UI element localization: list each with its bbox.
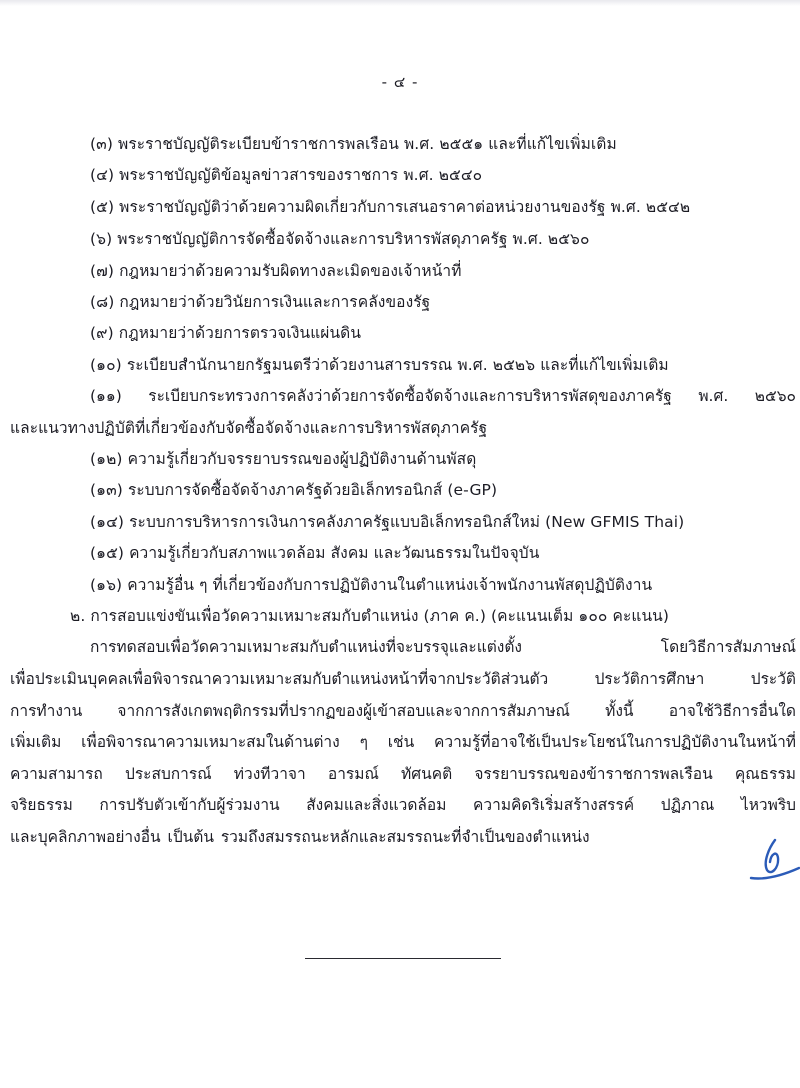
paragraph-line-4: เพิ่มเติม เพื่อพิจารณาความเหมาะสมในด้านต่าง ๆ เช่น ความรู้ที่อาจใช้เป็นประโยชน์ในการปฏิบัติงานในหน้าที่ (10, 733, 796, 751)
paragraph-line-7: และบุคลิกภาพอย่างอื่น เป็นต้น รวมถึงสมรรถนะหลักและสมรรถนะที่จำเป็นของตำแหน่ง (10, 828, 590, 846)
list-item-4: (๔) พระราชบัญญัติข้อมูลข่าวสารของราชการ พ.ศ. ๒๕๔๐ (90, 166, 483, 184)
list-item-7: (๗) กฎหมายว่าด้วยความรับผิดทางละเมิดของเจ้าหน้าที่ (90, 262, 462, 280)
list-item-12: (๑๒) ความรู้เกี่ยวกับจรรยาบรรณของผู้ปฏิบัติงานด้านพัสดุ (90, 450, 477, 468)
list-item-16: (๑๖) ความรู้อื่น ๆ ที่เกี่ยวข้องกับการปฏิบัติงานในตำแหน่งเจ้าพนักงานพัสดุปฏิบัติงาน (90, 576, 653, 594)
list-item-11-line-1: (๑๑) ระเบียบกระทรวงการคลังว่าด้วยการจัดซื้อจัดจ้างและการบริหารพัสดุของภาครัฐ พ.ศ. ๒๕๖๐ (90, 387, 796, 405)
list-item-14: (๑๔) ระบบการบริหารการเงินการคลังภาครัฐแบบอิเล็กทรอนิกส์ใหม่ (New GFMIS Thai) (90, 513, 685, 531)
footer-rule (305, 958, 501, 959)
list-item-11-line-2: และแนวทางปฏิบัติที่เกี่ยวข้องกับจัดซื้อจัดจ้างและการบริหารพัสดุภาครัฐ (10, 419, 488, 437)
list-item-6: (๖) พระราชบัญญัติการจัดซื้อจัดจ้างและการบริหารพัสดุภาครัฐ พ.ศ. ๒๕๖๐ (90, 230, 590, 248)
page-number: - ๔ - (381, 73, 419, 91)
paragraph-line-6: จริยธรรม การปรับตัวเข้ากับผู้ร่วมงาน สังคมและสิ่งแวดล้อม ความคิดริเริ่มสร้างสรรค์ ปฏิภาณ ไหวพริบ (10, 796, 796, 814)
list-item-10: (๑๐) ระเบียบสำนักนายกรัฐมนตรีว่าด้วยงานสารบรรณ พ.ศ. ๒๕๒๖ และที่แก้ไขเพิ่มเติม (90, 356, 669, 374)
list-item-15: (๑๕) ความรู้เกี่ยวกับสภาพแวดล้อม สังคม และวัฒนธรรมในปัจจุบัน (90, 544, 540, 562)
list-item-5: (๕) พระราชบัญญัติว่าด้วยความผิดเกี่ยวกับการเสนอราคาต่อหน่วยงานของรัฐ พ.ศ. ๒๕๔๒ (90, 198, 691, 216)
paragraph-line-1: การทดสอบเพื่อวัดความเหมาะสมกับตำแหน่งที่จะบรรจุและแต่งตั้ง โดยวิธีการสัมภาษณ์ (90, 638, 796, 656)
list-item-9: (๙) กฎหมายว่าด้วยการตรวจเงินแผ่นดิน (90, 324, 362, 342)
paragraph-line-5: ความสามารถ ประสบการณ์ ท่วงทีวาจา อารมณ์ ทัศนคติ จรรยาบรรณของข้าราชการพลเรือน คุณธรรม (10, 765, 796, 783)
scan-edge-shadow (0, 0, 800, 6)
paragraph-line-2: เพื่อประเมินบุคคลเพื่อพิจารณาความเหมาะสมกับตำแหน่งหน้าที่จากประวัติส่วนตัว ประวัติการศึกษา ประวัติ (10, 670, 796, 688)
list-item-3: (๓) พระราชบัญญัติระเบียบข้าราชการพลเรือน พ.ศ. ๒๕๕๑ และที่แก้ไขเพิ่มเติม (90, 135, 617, 153)
paragraph-line-3: การทำงาน จากการสังเกตพฤติกรรมที่ปรากฏของผู้เข้าสอบและจากการสัมภาษณ์ ทั้งนี้ อาจใช้วิธีการอื่นใด (10, 702, 796, 720)
list-item-8: (๘) กฎหมายว่าด้วยวินัยการเงินและการคลังของรัฐ (90, 293, 431, 311)
signature-mark (745, 832, 800, 892)
list-item-13: (๑๓) ระบบการจัดซื้อจัดจ้างภาครัฐด้วยอิเล็กทรอนิกส์ (e-GP) (90, 481, 498, 499)
section-2-heading: ๒. การสอบแข่งขันเพื่อวัดความเหมาะสมกับตำแหน่ง (ภาค ค.) (คะแนนเต็ม ๑๐๐ คะแนน) (70, 607, 670, 625)
